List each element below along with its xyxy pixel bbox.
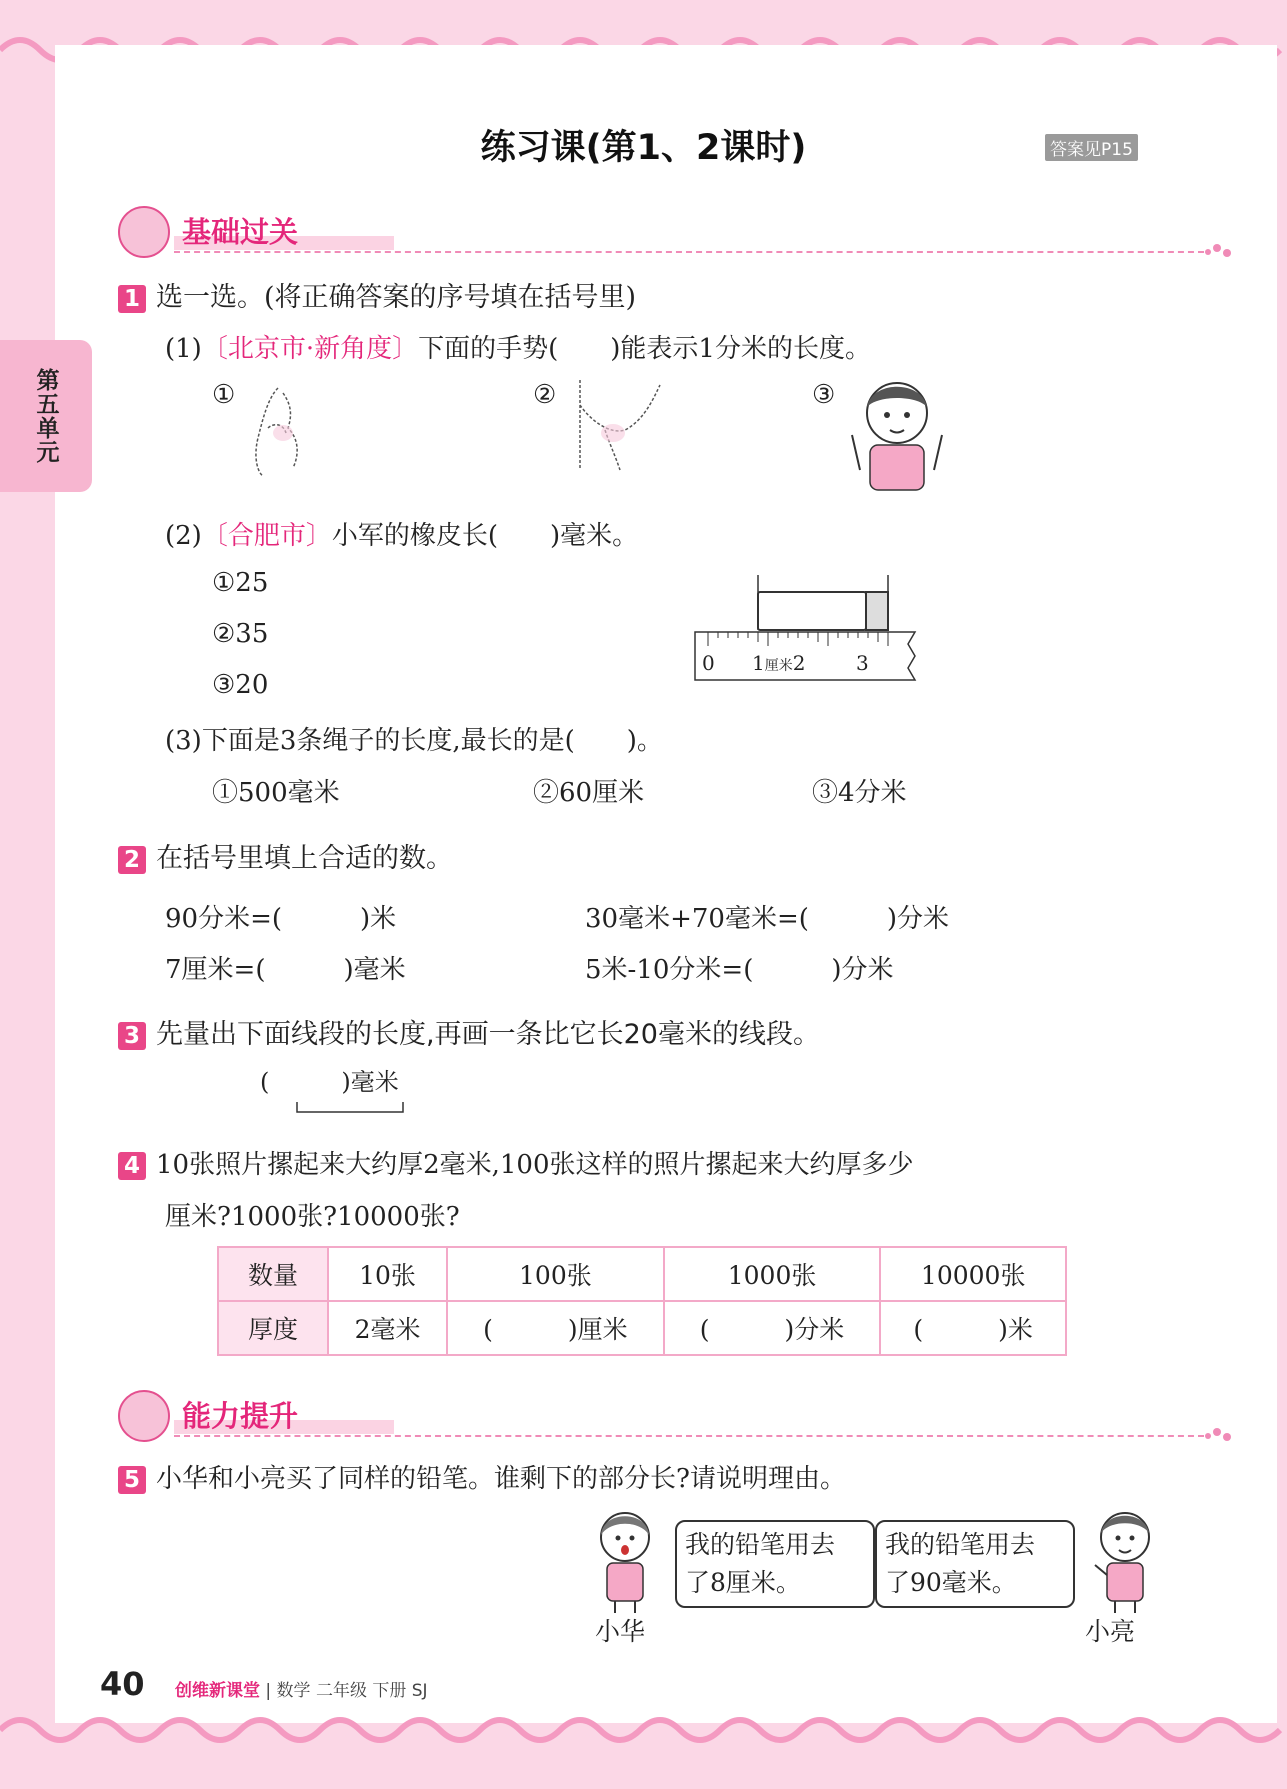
boy-icon xyxy=(842,375,952,500)
book-info: 数学 二年级 下册 SJ xyxy=(276,1681,428,1701)
part-prefix: (1) xyxy=(165,334,202,364)
q1-part3: (3)下面是3条绳子的长度,最长的是( )。 xyxy=(165,726,663,756)
question-text-cont: 厘米?1000张?10000张? xyxy=(165,1202,460,1232)
option-3: ③4分米 xyxy=(812,778,907,808)
table-cell: 2毫米 xyxy=(328,1301,447,1355)
option-2: ②35 xyxy=(212,619,269,649)
question-number: 1 xyxy=(118,285,146,313)
question-3 xyxy=(118,1012,820,1051)
question-number: 3 xyxy=(118,1022,146,1050)
question-text: 在括号里填上合适的数。 xyxy=(156,843,453,874)
thickness-table xyxy=(217,1246,1067,1356)
option-1: ①25 xyxy=(212,568,269,598)
ruler-unit: 厘米 xyxy=(764,658,793,674)
table-cell: ( )厘米 xyxy=(447,1301,664,1355)
option-3: ③20 xyxy=(212,670,269,700)
part-text: 小军的橡皮长( )毫米。 xyxy=(331,521,639,551)
ruler-label-3: 3 xyxy=(856,651,869,675)
answer-reference: 答案见P15 xyxy=(1045,134,1138,161)
option-label-1: ① xyxy=(212,380,236,410)
option-2: ②60厘米 xyxy=(533,778,645,808)
table-cell: 10000张 xyxy=(880,1247,1066,1301)
q2-item: 30毫米+70毫米=( )分米 xyxy=(585,904,950,934)
option-label-2: ② xyxy=(533,380,557,410)
table-cell: 10张 xyxy=(328,1247,447,1301)
question-number: 5 xyxy=(118,1466,146,1494)
dashed-divider xyxy=(174,251,1204,253)
question-2 xyxy=(118,836,453,875)
line-segment xyxy=(293,1098,408,1118)
q1-part2 xyxy=(165,515,638,552)
table-cell: ( )分米 xyxy=(664,1301,881,1355)
section-title: 能力提升 xyxy=(182,1399,299,1433)
source-tag: 〔北京市·新角度〕 xyxy=(201,334,419,364)
question-text: 先量出下面线段的长度,再画一条比它长20毫米的线段。 xyxy=(156,1019,820,1050)
part-prefix: (2) xyxy=(165,521,202,551)
hand-gesture-icon xyxy=(238,378,318,478)
dots-icon xyxy=(1203,242,1233,262)
girl-xiaohua-icon xyxy=(585,1505,665,1615)
name-left: 小华 xyxy=(595,1617,646,1646)
footer-info xyxy=(175,1676,428,1701)
table-cell: 数量 xyxy=(218,1247,328,1301)
page-number: 40 xyxy=(100,1665,145,1703)
table-cell: 厚度 xyxy=(218,1301,328,1355)
table-cell: 100张 xyxy=(447,1247,664,1301)
question-number: 4 xyxy=(118,1152,146,1180)
option-1: ①500毫米 xyxy=(212,778,340,808)
brand-name: 创维新课堂 xyxy=(175,1681,260,1701)
ruler-label-0: 0 xyxy=(702,651,715,675)
part-text: 下面的手势( )能表示1分米的长度。 xyxy=(418,334,871,364)
section-header-basic xyxy=(118,206,1218,256)
dots-icon xyxy=(1203,1426,1233,1446)
question-text: 小华和小亮买了同样的铅笔。谁剩下的部分长?请说明理由。 xyxy=(156,1464,846,1494)
footer-sep: | xyxy=(260,1681,277,1701)
question-4 xyxy=(118,1144,914,1181)
section-header-advanced xyxy=(118,1390,1218,1440)
section-title: 基础过关 xyxy=(182,215,299,249)
question-number: 2 xyxy=(118,846,146,874)
q2-item: 7厘米=( )毫米 xyxy=(165,955,406,985)
question-1 xyxy=(118,275,636,314)
hand-span-icon xyxy=(565,375,665,475)
question-text: 选一选。(将正确答案的序号填在括号里) xyxy=(156,282,637,313)
cartoon-icon xyxy=(118,1390,170,1442)
q2-item: 5米-10分米=( )分米 xyxy=(585,955,894,985)
dashed-divider xyxy=(174,1435,1204,1437)
wavy-border-bottom xyxy=(0,1700,1287,1760)
bubble-line: 了8厘米。 xyxy=(685,1568,801,1597)
table-cell: 1000张 xyxy=(664,1247,881,1301)
table-row xyxy=(218,1301,1066,1355)
option-label-3: ③ xyxy=(812,380,836,410)
source-tag: 〔合肥市〕 xyxy=(201,521,332,551)
table-row xyxy=(218,1247,1066,1301)
unit-side-tab: 第五单元 xyxy=(0,340,92,492)
boy-xiaoliang-icon xyxy=(1085,1505,1165,1615)
q2-item: 90分米=( )米 xyxy=(165,904,397,934)
cartoon-icon xyxy=(118,206,170,258)
ruler-label-1 xyxy=(752,651,805,675)
ruler-tick-2: 2 xyxy=(792,651,806,675)
ruler-tick-1: 1 xyxy=(752,651,765,675)
question-text: 10张照片摞起来大约厚2毫米,100张这样的照片摞起来大约厚多少 xyxy=(156,1150,914,1180)
bubble-line: 了90毫米。 xyxy=(885,1568,1017,1597)
bubble-line: 我的铅笔用去 xyxy=(685,1530,836,1559)
table-cell: ( )米 xyxy=(880,1301,1066,1355)
speech-bubble-right xyxy=(875,1520,1075,1608)
question-5 xyxy=(118,1458,846,1495)
speech-bubble-left xyxy=(675,1520,875,1608)
q3-blank: ( )毫米 xyxy=(260,1068,399,1096)
name-right: 小亮 xyxy=(1085,1617,1136,1646)
q1-part1 xyxy=(165,328,871,365)
bubble-line: 我的铅笔用去 xyxy=(885,1530,1036,1559)
page-title: 练习课(第1、2课时) xyxy=(480,128,807,168)
